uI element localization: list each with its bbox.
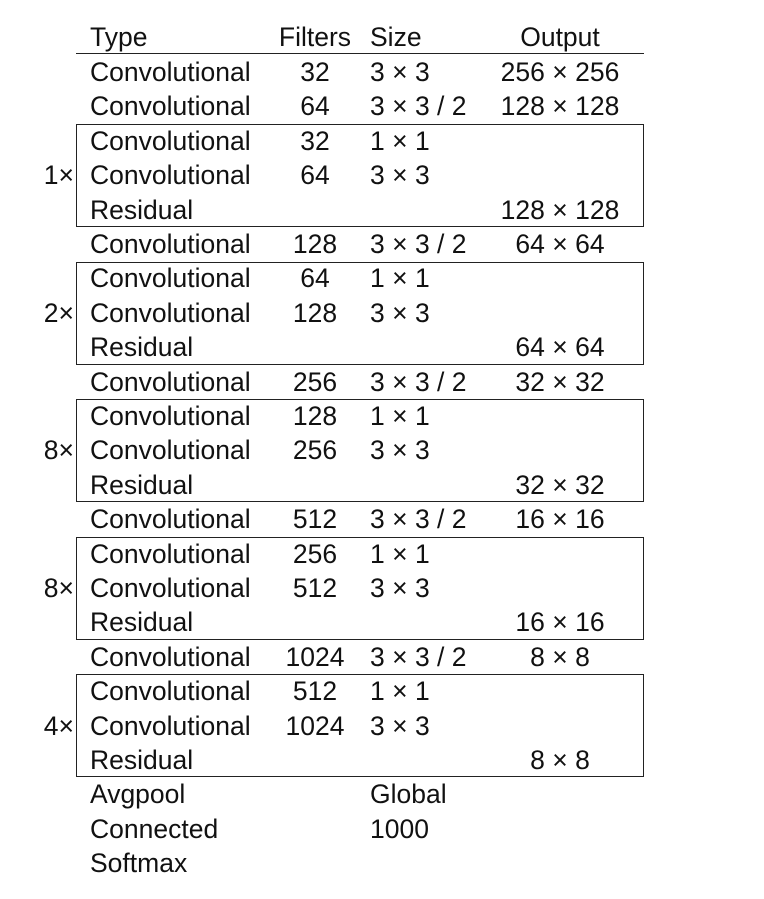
cell-type: Convolutional bbox=[90, 160, 251, 191]
cell-type: Convolutional bbox=[90, 710, 251, 741]
cell-type: Convolutional bbox=[90, 538, 251, 569]
cell-filters bbox=[260, 468, 370, 502]
cell-output: 128 × 128 bbox=[500, 194, 620, 225]
cell-type: Convolutional bbox=[90, 263, 251, 294]
cell-size: 3 × 3 / 2 bbox=[370, 91, 467, 122]
cell-filters: 256 bbox=[292, 435, 338, 466]
cell-type: Convolutional bbox=[90, 676, 251, 707]
cell-output: 128 × 128 bbox=[500, 91, 620, 122]
cell-type: Residual bbox=[90, 607, 194, 638]
cell-output bbox=[486, 571, 634, 605]
cell-type: Residual bbox=[90, 745, 194, 775]
header-output: Output bbox=[520, 22, 600, 52]
cell-size: 3 × 3 / 2 bbox=[370, 229, 467, 259]
cell-filters: 128 bbox=[292, 229, 338, 259]
header-type: Type bbox=[90, 22, 148, 52]
cell-output bbox=[486, 124, 634, 158]
cell-filters: 1024 bbox=[285, 641, 345, 672]
cell-filters: 128 bbox=[292, 401, 338, 431]
cell-size: 1000 bbox=[370, 813, 429, 844]
repeat-multiplier: 8× bbox=[43, 435, 74, 466]
cell-output: 32 × 32 bbox=[515, 366, 605, 397]
cell-filters: 512 bbox=[292, 504, 338, 535]
cell-size: 1 × 1 bbox=[370, 538, 430, 569]
cell-size: 3 × 3 bbox=[370, 710, 430, 741]
cell-type: Convolutional bbox=[90, 91, 251, 122]
cell-type: Convolutional bbox=[90, 641, 251, 672]
cell-output bbox=[486, 537, 634, 571]
cell-output bbox=[486, 777, 634, 811]
cell-filters bbox=[260, 777, 370, 811]
cell-output bbox=[486, 812, 634, 846]
cell-output bbox=[486, 846, 634, 880]
repeat-multiplier: 2× bbox=[43, 297, 74, 328]
cell-filters: 128 bbox=[292, 297, 338, 328]
cell-filters: 32 bbox=[300, 125, 330, 156]
cell-size: 1 × 1 bbox=[370, 125, 430, 156]
cell-type: Residual bbox=[90, 332, 194, 363]
cell-size: 1 × 1 bbox=[370, 676, 430, 707]
cell-type: Avgpool bbox=[90, 779, 186, 810]
cell-type: Softmax bbox=[90, 848, 188, 879]
cell-filters: 64 bbox=[300, 160, 330, 191]
cell-type: Residual bbox=[90, 469, 194, 500]
cell-filters: 64 bbox=[300, 91, 330, 122]
cell-output bbox=[486, 399, 634, 433]
cell-filters: 64 bbox=[300, 263, 330, 294]
cell-output: 32 × 32 bbox=[515, 469, 605, 500]
cell-size: 3 × 3 bbox=[370, 573, 430, 603]
cell-size: 3 × 3 / 2 bbox=[370, 641, 467, 672]
cell-size: 3 × 3 bbox=[370, 57, 430, 87]
cell-filters: 1024 bbox=[285, 710, 345, 741]
cell-filters: 512 bbox=[292, 573, 338, 603]
cell-output bbox=[486, 709, 634, 743]
cell-filters bbox=[260, 330, 370, 364]
cell-output: 256 × 256 bbox=[500, 57, 620, 87]
cell-filters bbox=[260, 846, 370, 880]
header-rule bbox=[76, 53, 644, 54]
cell-output: 16 × 16 bbox=[515, 607, 605, 638]
cell-output: 64 × 64 bbox=[515, 332, 605, 363]
cell-filters: 32 bbox=[300, 57, 330, 87]
cell-filters bbox=[260, 812, 370, 846]
cell-output: 8 × 8 bbox=[530, 745, 590, 775]
cell-output bbox=[486, 433, 634, 467]
cell-type: Residual bbox=[90, 194, 194, 225]
cell-type: Convolutional bbox=[90, 125, 251, 156]
cell-type: Convolutional bbox=[90, 57, 251, 87]
cell-filters bbox=[260, 605, 370, 639]
cell-type: Convolutional bbox=[90, 435, 251, 466]
cell-filters: 256 bbox=[292, 538, 338, 569]
cell-type: Convolutional bbox=[90, 401, 251, 431]
cell-output bbox=[486, 261, 634, 295]
cell-output: 16 × 16 bbox=[515, 504, 605, 535]
cell-output bbox=[486, 158, 634, 192]
header-size: Size bbox=[370, 22, 422, 52]
cell-output: 8 × 8 bbox=[530, 641, 590, 672]
cell-type: Convolutional bbox=[90, 366, 251, 397]
cell-filters bbox=[260, 193, 370, 227]
cell-size: 3 × 3 bbox=[370, 297, 430, 328]
repeat-multiplier: 4× bbox=[43, 710, 74, 741]
cell-filters: 512 bbox=[292, 676, 338, 707]
cell-filters bbox=[260, 743, 370, 777]
header-filters: Filters bbox=[278, 22, 352, 52]
cell-type: Convolutional bbox=[90, 504, 251, 535]
cell-size: Global bbox=[370, 779, 447, 810]
cell-output bbox=[486, 674, 634, 708]
cell-type: Convolutional bbox=[90, 573, 251, 603]
cell-filters: 256 bbox=[292, 366, 338, 397]
cell-type: Connected bbox=[90, 813, 219, 844]
cell-output bbox=[486, 296, 634, 330]
cell-size: 1 × 1 bbox=[370, 263, 430, 294]
cell-type: Convolutional bbox=[90, 229, 251, 259]
cell-output: 64 × 64 bbox=[515, 229, 605, 259]
repeat-multiplier: 1× bbox=[43, 160, 74, 191]
cell-type: Convolutional bbox=[90, 297, 251, 328]
repeat-multiplier: 8× bbox=[43, 573, 74, 603]
cell-size: 3 × 3 bbox=[370, 435, 430, 466]
cell-size: 3 × 3 / 2 bbox=[370, 366, 467, 397]
cell-size: 1 × 1 bbox=[370, 401, 430, 431]
cell-size: 3 × 3 bbox=[370, 160, 430, 191]
cell-size: 3 × 3 / 2 bbox=[370, 504, 467, 535]
